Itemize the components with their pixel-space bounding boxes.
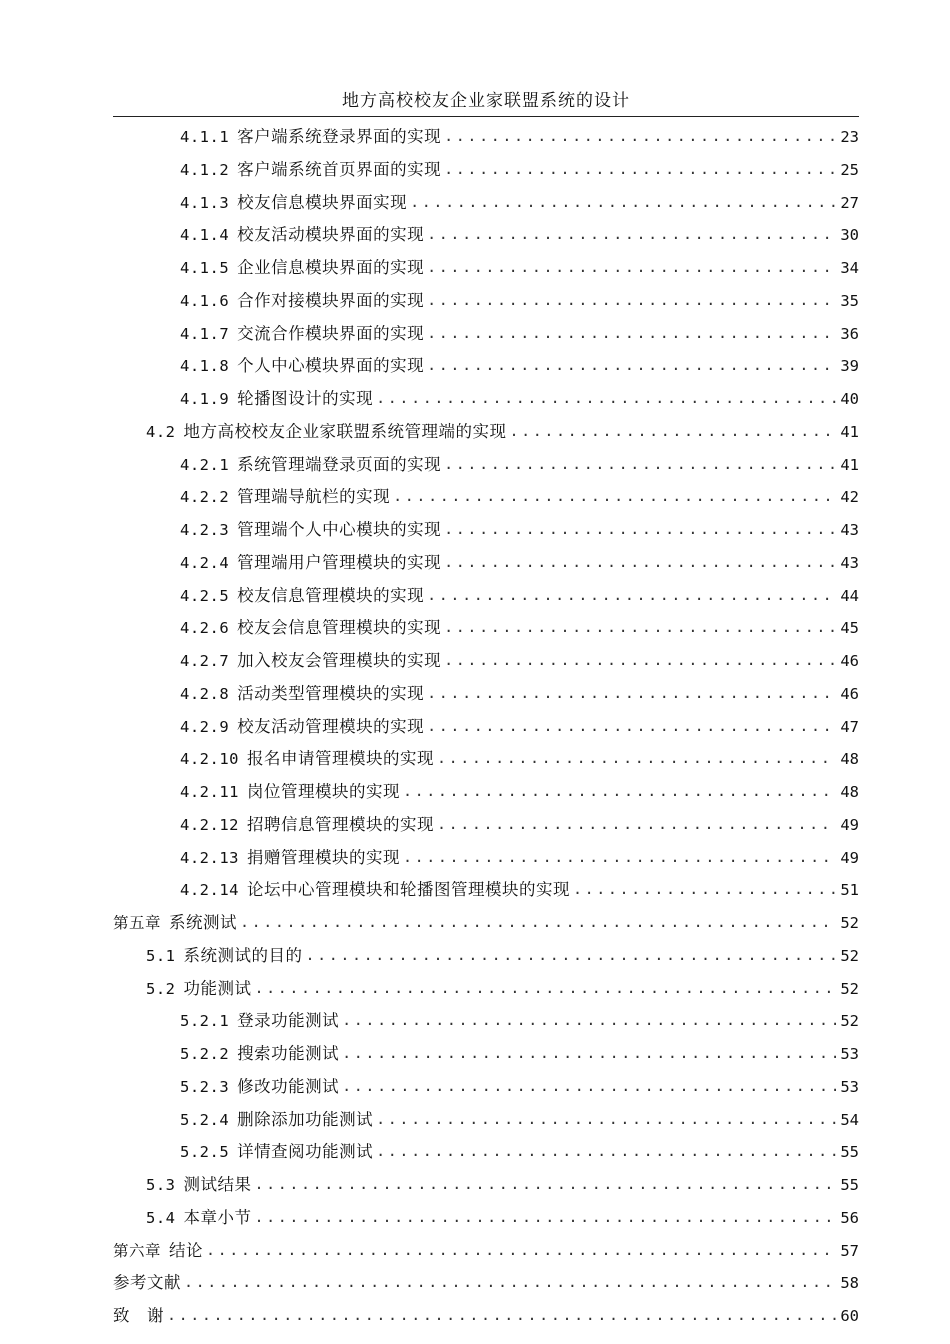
toc-entry[interactable]	[180, 549, 859, 577]
dot-leader	[376, 1139, 836, 1166]
toc-entry[interactable]	[180, 1073, 859, 1101]
toc-page-number: 43	[840, 521, 859, 539]
toc-entry-number: 5.2	[146, 979, 176, 998]
toc-entry-title: 管理端导航栏的实现	[237, 487, 391, 507]
toc-entry-number: 4.1.4	[180, 226, 230, 245]
toc-entry-number: 4.2.8	[180, 684, 230, 703]
toc-entry[interactable]	[113, 1269, 859, 1297]
dot-leader	[342, 1074, 836, 1101]
toc-page-number: 60	[840, 1307, 859, 1325]
toc-entry[interactable]	[113, 909, 859, 937]
toc-entry-title: 校友活动模块界面的实现	[237, 225, 425, 245]
toc-page-number: 54	[840, 1110, 859, 1129]
toc-entry-title: 管理端用户管理模块的实现	[237, 552, 442, 572]
toc-page-number: 57	[840, 1241, 859, 1260]
toc-entry-number: 4.1.9	[180, 390, 230, 408]
toc-entry-number: 5.2.5	[180, 1143, 230, 1162]
toc-page-number: 43	[840, 553, 859, 572]
dot-leader	[255, 1172, 837, 1199]
dot-leader	[376, 386, 836, 413]
toc-page-number: 55	[840, 1176, 859, 1194]
dot-leader	[184, 1270, 836, 1297]
toc-entry-number: 4.2.12	[180, 815, 239, 834]
toc-page-number: 41	[840, 422, 859, 441]
toc-entry[interactable]	[180, 614, 859, 642]
dot-leader	[444, 615, 836, 642]
dot-leader	[444, 648, 836, 675]
toc-page-number: 52	[840, 1012, 859, 1031]
toc-entry-number: 4.1.1	[180, 128, 230, 146]
dot-leader	[444, 452, 836, 479]
toc-page-number: 51	[840, 881, 859, 900]
toc-entry-number: 4.2.10	[180, 750, 239, 769]
toc-entry-number: 第六章	[113, 1241, 162, 1260]
toc-entry-title: 参考文献	[113, 1273, 181, 1293]
toc-page-number: 25	[840, 160, 859, 179]
toc-page-number: 42	[840, 488, 859, 507]
toc-page-number: 46	[840, 684, 859, 703]
toc-entry-number: 4.1.2	[180, 160, 230, 179]
toc-entry-number: 5.2.3	[180, 1077, 230, 1096]
toc-entry-title: 致 谢	[113, 1306, 164, 1325]
toc-entry-title: 本章小节	[183, 1207, 252, 1227]
toc-entry-title: 个人中心模块界面的实现	[237, 356, 425, 376]
toc-entry-number: 4.2.7	[180, 652, 230, 670]
toc-page-number: 30	[840, 226, 859, 245]
toc-page-number: 35	[840, 291, 859, 310]
toc-entry-number: 4.1.6	[180, 291, 230, 310]
toc-entry[interactable]	[180, 582, 859, 610]
dot-leader	[240, 910, 836, 937]
toc-entry-number: 4.2.6	[180, 619, 230, 638]
dot-leader	[444, 124, 836, 151]
toc-entry-title: 合作对接模块界面的实现	[237, 290, 425, 310]
dot-leader	[393, 484, 836, 511]
toc-entry-title: 轮播图设计的实现	[237, 389, 374, 408]
dot-leader	[167, 1303, 836, 1330]
toc-entry-number: 4.2.1	[180, 455, 230, 474]
dot-leader	[427, 353, 836, 380]
toc-entry-title: 删除添加功能测试	[237, 1109, 374, 1129]
dot-leader	[306, 943, 837, 970]
toc-entry-number: 5.4	[146, 1208, 176, 1227]
toc-entry-number: 5.2.4	[180, 1110, 230, 1129]
toc-entry-number: 4.2.3	[180, 521, 230, 539]
toc-page-number: 45	[840, 619, 859, 638]
toc-entry[interactable]	[180, 221, 859, 249]
toc-page-number: 39	[840, 357, 859, 376]
toc-entry-number: 4.2.4	[180, 553, 230, 572]
toc-entry-title: 搜索功能测试	[237, 1044, 340, 1063]
toc-entry[interactable]	[180, 778, 859, 806]
toc-entry-title: 加入校友会管理模块的实现	[237, 651, 442, 670]
toc-entry[interactable]	[180, 1007, 859, 1035]
header-rule	[113, 116, 859, 117]
toc-page-number: 49	[840, 815, 859, 834]
toc-entry-title: 功能测试	[183, 978, 252, 998]
dot-leader	[437, 812, 836, 839]
toc-entry[interactable]	[180, 1040, 859, 1068]
toc-entry-title: 详情查阅功能测试	[237, 1142, 374, 1162]
toc-entry-number: 4.2.2	[180, 488, 230, 507]
dot-leader	[444, 157, 836, 184]
toc-entry-title: 系统管理端登录页面的实现	[237, 454, 442, 474]
dot-leader	[444, 550, 836, 577]
toc-page-number: 27	[840, 193, 859, 212]
toc-entry[interactable]	[180, 680, 859, 708]
toc-entry[interactable]	[146, 418, 859, 446]
dot-leader	[403, 845, 836, 872]
toc-entry-number: 4.2.9	[180, 717, 230, 736]
dot-leader	[427, 714, 836, 741]
toc-entry-title: 捐赠管理模块的实现	[247, 847, 400, 867]
toc-page-number: 48	[840, 750, 859, 769]
toc-entry-title: 客户端系统首页界面的实现	[237, 159, 442, 179]
toc-page-number: 53	[840, 1045, 859, 1063]
toc-entry[interactable]	[113, 1237, 859, 1265]
toc-page-number: 48	[840, 783, 859, 801]
toc-page-number: 34	[840, 259, 859, 277]
toc-entry[interactable]	[180, 876, 859, 904]
toc-entry-title: 地方高校校友企业家联盟系统管理端的实现	[183, 421, 507, 441]
toc-entry[interactable]	[180, 320, 859, 348]
toc-entry-title: 招聘信息管理模块的实现	[247, 814, 434, 834]
dot-leader	[427, 255, 836, 282]
toc-entry[interactable]	[180, 352, 859, 380]
toc-page-number: 41	[840, 455, 859, 474]
toc-entry-number: 4.2	[146, 422, 176, 441]
toc-entry-number: 4.1.5	[180, 259, 230, 277]
toc-entry-number: 5.1	[146, 946, 176, 965]
toc-entry[interactable]	[180, 483, 859, 511]
toc-entry[interactable]	[180, 1138, 859, 1166]
dot-leader	[510, 419, 837, 446]
toc-page-number: 55	[840, 1143, 859, 1162]
toc-entry[interactable]	[113, 1302, 859, 1330]
toc-page-number: 52	[840, 946, 859, 965]
toc-page-number: 56	[840, 1208, 859, 1227]
toc-entry-number: 4.1.8	[180, 357, 230, 376]
dot-leader	[427, 321, 836, 348]
toc-entry[interactable]	[180, 811, 859, 839]
toc-entry[interactable]	[180, 451, 859, 479]
running-header: 地方高校校友企业家联盟系统的设计	[342, 91, 630, 111]
dot-leader	[342, 1008, 836, 1035]
toc-entry[interactable]	[180, 745, 859, 773]
toc-entry-title: 活动类型管理模块的实现	[237, 683, 425, 703]
toc-entry-title: 系统测试的目的	[183, 945, 303, 965]
dot-leader	[427, 288, 836, 315]
toc-entry-number: 4.1.3	[180, 193, 230, 212]
toc-entry-number: 5.3	[146, 1176, 176, 1194]
toc-entry-title: 校友活动管理模块的实现	[237, 716, 425, 736]
toc-entry-title: 测试结果	[183, 1175, 252, 1194]
toc-entry[interactable]	[180, 516, 859, 544]
toc-entry[interactable]	[180, 189, 859, 217]
dot-leader	[206, 1238, 836, 1265]
toc-entry-title: 报名申请管理模块的实现	[247, 749, 434, 769]
toc-page-number: 52	[840, 914, 859, 932]
toc-entry[interactable]	[146, 1171, 859, 1199]
toc-entry-number: 第五章	[113, 914, 162, 932]
toc-entry-title: 系统测试	[169, 913, 238, 932]
toc-entry-title: 交流合作模块界面的实现	[237, 323, 425, 343]
toc-entry-title: 校友信息管理模块的实现	[237, 585, 425, 605]
dot-leader	[427, 681, 836, 708]
toc-entry[interactable]	[146, 1204, 859, 1232]
toc-entry-number: 4.2.13	[180, 848, 239, 867]
toc-entry[interactable]	[146, 975, 859, 1003]
toc-entry[interactable]	[180, 385, 859, 413]
toc-entry-title: 修改功能测试	[237, 1076, 340, 1096]
toc-page-number: 40	[840, 390, 859, 408]
toc-entry-title: 校友会信息管理模块的实现	[237, 618, 442, 638]
toc-page-number: 46	[840, 652, 859, 670]
toc-entry[interactable]	[180, 287, 859, 315]
toc-entry-title: 管理端个人中心模块的实现	[237, 520, 442, 539]
toc-entry-number: 5.2.2	[180, 1045, 230, 1063]
toc-entry-title: 岗位管理模块的实现	[247, 782, 400, 801]
dot-leader	[437, 746, 836, 773]
toc-entry[interactable]	[180, 254, 859, 282]
dot-leader	[255, 976, 837, 1003]
dot-leader	[444, 517, 836, 544]
toc-entry[interactable]	[180, 123, 859, 151]
toc-entry-number: 4.1.7	[180, 324, 230, 343]
toc-entry[interactable]	[180, 713, 859, 741]
toc-page-number: 52	[840, 979, 859, 998]
toc-entry-number: 4.2.11	[180, 783, 239, 801]
toc-entry[interactable]	[180, 156, 859, 184]
toc-entry-title: 企业信息模块界面的实现	[237, 258, 425, 277]
dot-leader	[255, 1205, 837, 1232]
toc-entry[interactable]	[146, 942, 859, 970]
dot-leader	[342, 1041, 836, 1068]
toc-page-number: 47	[840, 717, 859, 736]
toc-entry-number: 4.2.14	[180, 881, 239, 900]
toc-entry-title: 客户端系统登录界面的实现	[237, 127, 442, 146]
toc-entry-number: 4.2.5	[180, 586, 230, 605]
toc-entry-title: 登录功能测试	[237, 1011, 340, 1031]
toc-page-number: 44	[840, 586, 859, 605]
toc-entry[interactable]	[180, 647, 859, 675]
toc-entry-title: 论坛中心管理模块和轮播图管理模块的实现	[247, 880, 570, 900]
toc-page-number: 36	[840, 324, 859, 343]
toc-page-number: 53	[840, 1077, 859, 1096]
toc-entry-title: 校友信息模块界面实现	[237, 192, 408, 212]
toc-entry[interactable]	[180, 844, 859, 872]
dot-leader	[427, 583, 836, 610]
dot-leader	[376, 1107, 836, 1134]
toc-page-number: 58	[840, 1274, 859, 1293]
dot-leader	[410, 190, 836, 217]
dot-leader	[427, 222, 836, 249]
toc-page-number: 49	[840, 848, 859, 867]
toc-entry-number: 5.2.1	[180, 1012, 230, 1031]
toc-entry-title: 结论	[169, 1240, 204, 1260]
dot-leader	[573, 877, 836, 904]
dot-leader	[403, 779, 836, 806]
toc-page-number: 23	[840, 128, 859, 146]
toc-entry[interactable]	[180, 1106, 859, 1134]
